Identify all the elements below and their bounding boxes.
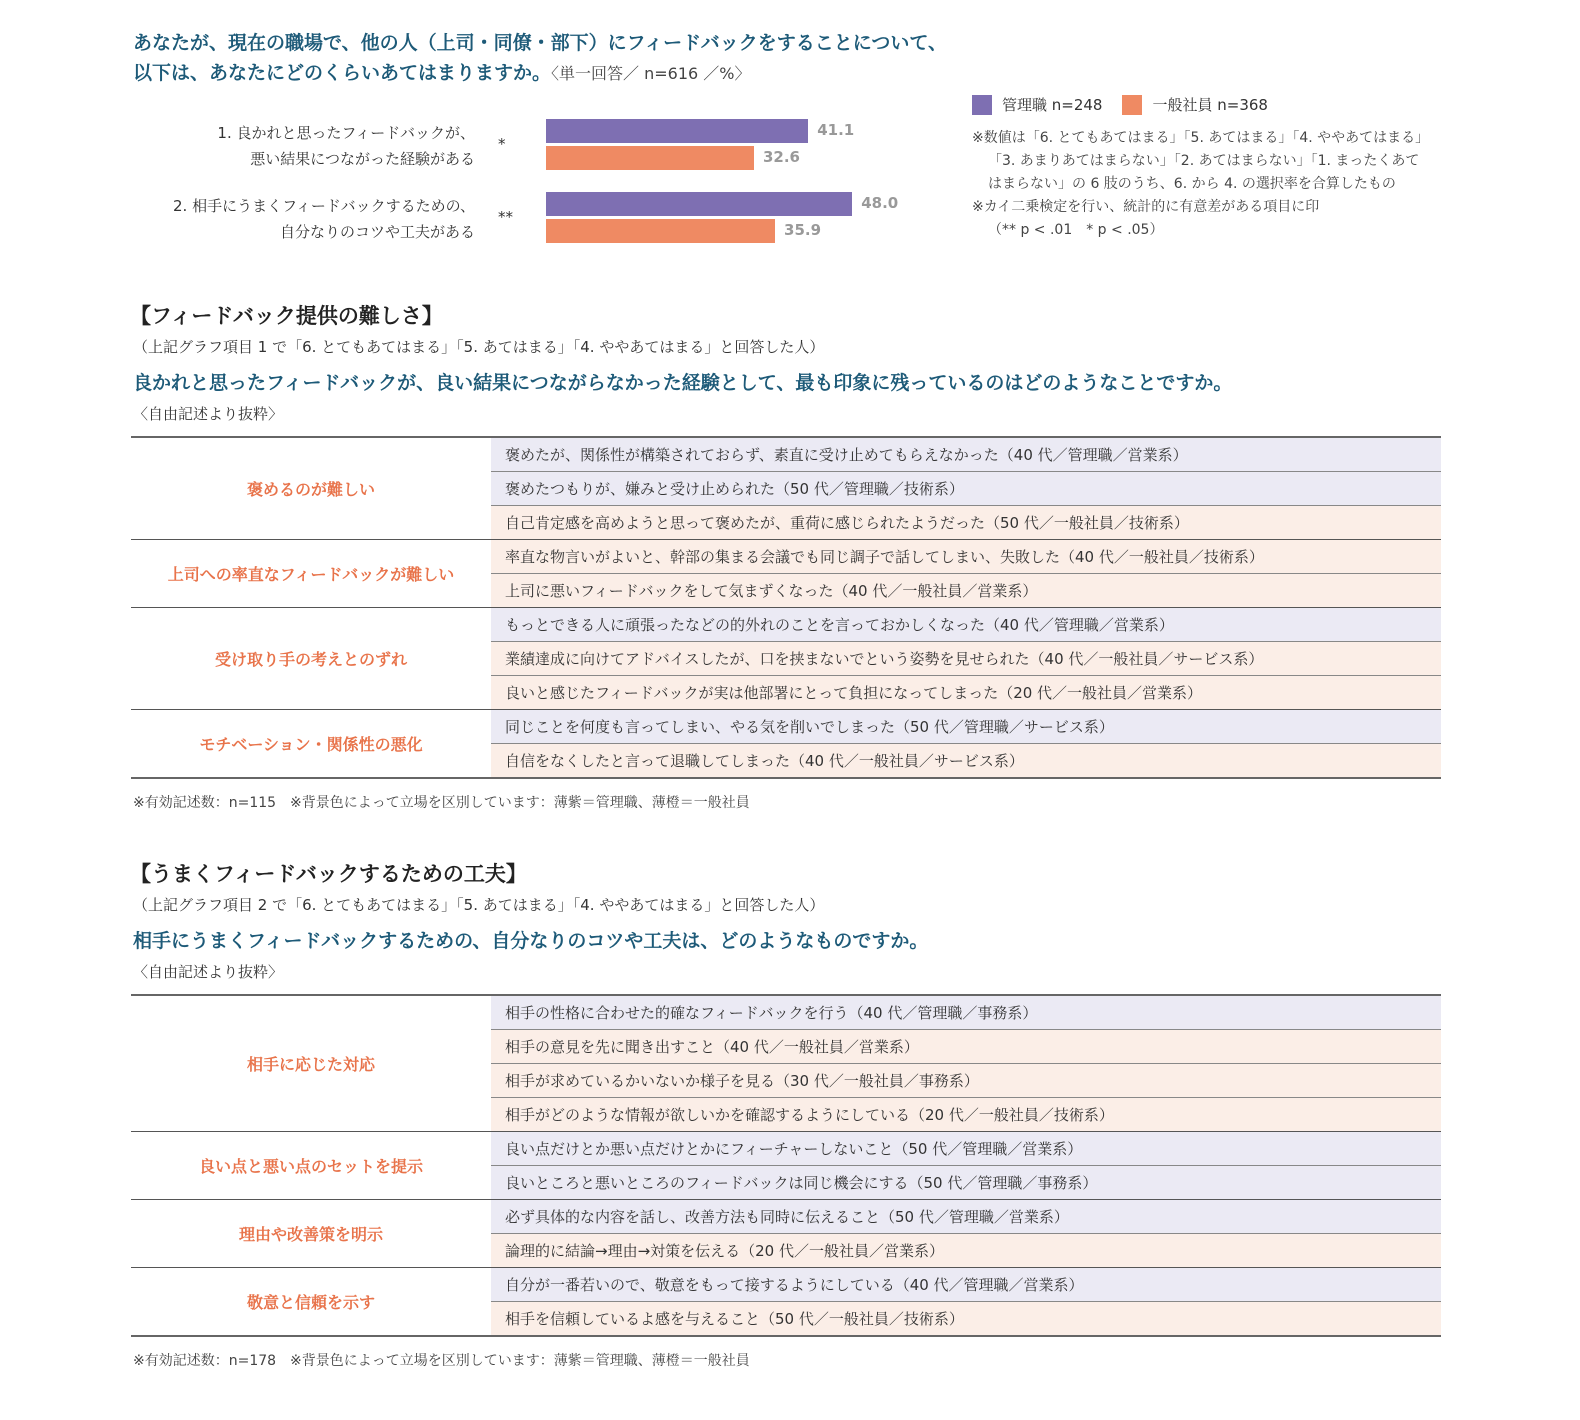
section2-note: 〈自由記述より抜粋〉 (133, 963, 284, 981)
table-row (131, 1200, 1441, 1234)
group-label: モチベーション・関係性の悪化 (131, 710, 491, 779)
section2-sub: （上記グラフ項目 2 で「6. とてもあてはまる」「5. あてはまる」「4. ややあてはまる」と回答した人） (133, 896, 825, 914)
table-row (131, 437, 1441, 472)
section2-table (131, 994, 1441, 1337)
legend-label-employee: 一般社員 n=368 (1152, 96, 1268, 114)
chart-note-1c: はまらない」の 6 肢のうち、6. から 4. の選択率を合算したもの (988, 176, 1396, 192)
comment-cell: 良いところと悪いところのフィードバックは同じ機会にする（50 代／管理職／事務系） (491, 1166, 1441, 1200)
table-row (131, 1132, 1441, 1166)
survey-question-line2: 以下は、あなたにどのくらいあてはまりますか。 (133, 62, 552, 84)
comment-cell: 率直な物言いがよいと、幹部の集まる会議でも同じ調子で話してしまい、失敗した（40 代／一般社員／技術系） (491, 540, 1441, 574)
comment-cell: 自信をなくしたと言って退職してしまった（40 代／一般社員／サービス系） (491, 744, 1441, 779)
group-label: 上司への率直なフィードバックが難しい (131, 540, 491, 608)
category-label-2 (95, 193, 475, 245)
significance-mark-1: * (498, 135, 506, 153)
table-row (131, 710, 1441, 744)
bar-value-label: 48.0 (861, 194, 899, 212)
comment-cell: 相手が求めているかいないか様子を見る（30 代／一般社員／事務系） (491, 1064, 1441, 1098)
comment-cell: 自己肯定感を高めようと思って褒めたが、重荷に感じられたようだった（50 代／一般社員／技術系） (491, 506, 1441, 540)
chart-note-1b: 「3. あまりあてはまらない」「2. あてはまらない」「1. まったくあて (988, 153, 1420, 169)
comment-cell: もっとできる人に頑張ったなどの的外れのことを言っておかしくなった（40 代／管理職／営業系） (491, 608, 1441, 642)
comment-cell: 同じことを何度も言ってしまい、やる気を削いでしまった（50 代／管理職／サービス系） (491, 710, 1441, 744)
significance-mark-2: ** (498, 208, 513, 226)
table-row (131, 608, 1441, 642)
group-label: 敬意と信頼を示す (131, 1268, 491, 1337)
group-label: 褒めるのが難しい (246, 480, 375, 499)
group-label: 相手に応じた対応 (246, 1055, 375, 1074)
survey-question-note: 〈単一回答／ n=616 ／%〉 (551, 64, 751, 83)
category-label-1 (95, 120, 475, 172)
legend-label-manager: 管理職 n=248 (1002, 96, 1103, 114)
section2-heading: 【うまくフィードバックするための工夫】 (130, 862, 527, 886)
comment-cell: 相手を信頼しているよ感を与えること（50 代／一般社員／技術系） (491, 1302, 1441, 1337)
section1-sub: （上記グラフ項目 1 で「6. とてもあてはまる」「5. あてはまる」「4. ややあてはまる」と回答した人） (133, 338, 825, 356)
category-label-line: 悪い結果につながった経験がある (250, 150, 475, 168)
comment-cell: 相手の性格に合わせた的確なフィードバックを行う（40 代／管理職／事務系） (491, 995, 1441, 1030)
comment-cell: 必ず具体的な内容を話し、改善方法も同時に伝えること（50 代／管理職／営業系） (491, 1200, 1441, 1234)
category-label-line: 2. 相手にうまくフィードバックするための、 (173, 197, 475, 215)
bar-manager-2 (546, 192, 852, 216)
category-label-line: 1. 良かれと思ったフィードバックが、 (217, 124, 475, 142)
section2-question: 相手にうまくフィードバックするための、自分なりのコツや工夫は、どのようなものですか。 (133, 930, 929, 952)
bar-employee-2 (546, 219, 775, 243)
comment-cell: 良い点だけとか悪い点だけとかにフィーチャーしないこと（50 代／管理職／営業系） (491, 1132, 1441, 1166)
table-row (131, 995, 1441, 1030)
chart-notes (972, 127, 1452, 242)
category-label-line: 自分なりのコツや工夫がある (279, 223, 475, 241)
section1-heading: 【フィードバック提供の難しさ】 (130, 304, 443, 328)
bar-value-label: 32.6 (762, 148, 800, 166)
section1-note: 〈自由記述より抜粋〉 (133, 405, 284, 423)
comment-cell: 業績達成に向けてアドバイスしたが、口を挟まないでという姿勢を見せられた（40 代／一般社員／サービス系） (491, 642, 1441, 676)
bar-manager-1 (546, 119, 808, 143)
survey-question (133, 28, 947, 89)
comment-cell: 上司に悪いフィードバックをして気まずくなった（40 代／一般社員／営業系） (491, 574, 1441, 608)
section1-table (131, 436, 1441, 779)
table-row (131, 1268, 1441, 1302)
group-label: 受け取り手の考えとのずれ (131, 608, 491, 710)
section2-footnote: ※有効記述数：n=178 ※背景色によって立場を区別しています：薄紫＝管理職、薄橙＝一般社員 (133, 1353, 750, 1369)
comment-cell: 自分が一番若いので、敬意をもって接するようにしている（40 代／管理職／営業系） (491, 1268, 1441, 1302)
comment-cell: 相手の意見を先に聞き出すこと（40 代／一般社員／営業系） (491, 1030, 1441, 1064)
chart-note-1a: ※数値は「6. とてもあてはまる」「5. あてはまる」「4. ややあてはまる」 (972, 130, 1430, 146)
comment-cell: 褒めたが、関係性が構築されておらず、素直に受け止めてもらえなかった（40 代／管理職／営業系） (491, 437, 1441, 472)
bar-value-label: 35.9 (784, 221, 822, 239)
comment-cell: 論理的に結論→理由→対策を伝える（20 代／一般社員／営業系） (491, 1234, 1441, 1268)
comment-cell: 褒めたつもりが、嫌みと受け止められた（50 代／管理職／技術系） (491, 472, 1441, 506)
table-row (131, 540, 1441, 574)
bar-employee-1 (546, 146, 754, 170)
chart-note-2a: ※カイ二乗検定を行い、統計的に有意差がある項目に印 (972, 199, 1320, 215)
survey-question-line2-wrap (133, 58, 947, 89)
section1-question: 良かれと思ったフィードバックが、良い結果につながらなかった経験として、最も印象に残っているのはどのようなことですか。 (133, 372, 1233, 394)
group-label: 良い点と悪い点のセットを提示 (131, 1132, 491, 1200)
section1-footnote: ※有効記述数：n=115 ※背景色によって立場を区別しています：薄紫＝管理職、薄橙＝一般社員 (133, 795, 750, 811)
group-label: 理由や改善策を明示 (131, 1200, 491, 1268)
comment-cell: 相手がどのような情報が欲しいかを確認するようにしている（20 代／一般社員／技術系） (491, 1098, 1441, 1132)
comment-cell: 良いと感じたフィードバックが実は他部署にとって負担になってしまった（20 代／一般社員／営業系） (491, 676, 1441, 710)
bar-value-label: 41.1 (817, 121, 855, 139)
chart-note-2b: （** p < .01 * p < .05） (988, 222, 1164, 238)
survey-question-line1: あなたが、現在の職場で、他の人（上司・同僚・部下）にフィードバックをすることについて、 (133, 32, 947, 54)
